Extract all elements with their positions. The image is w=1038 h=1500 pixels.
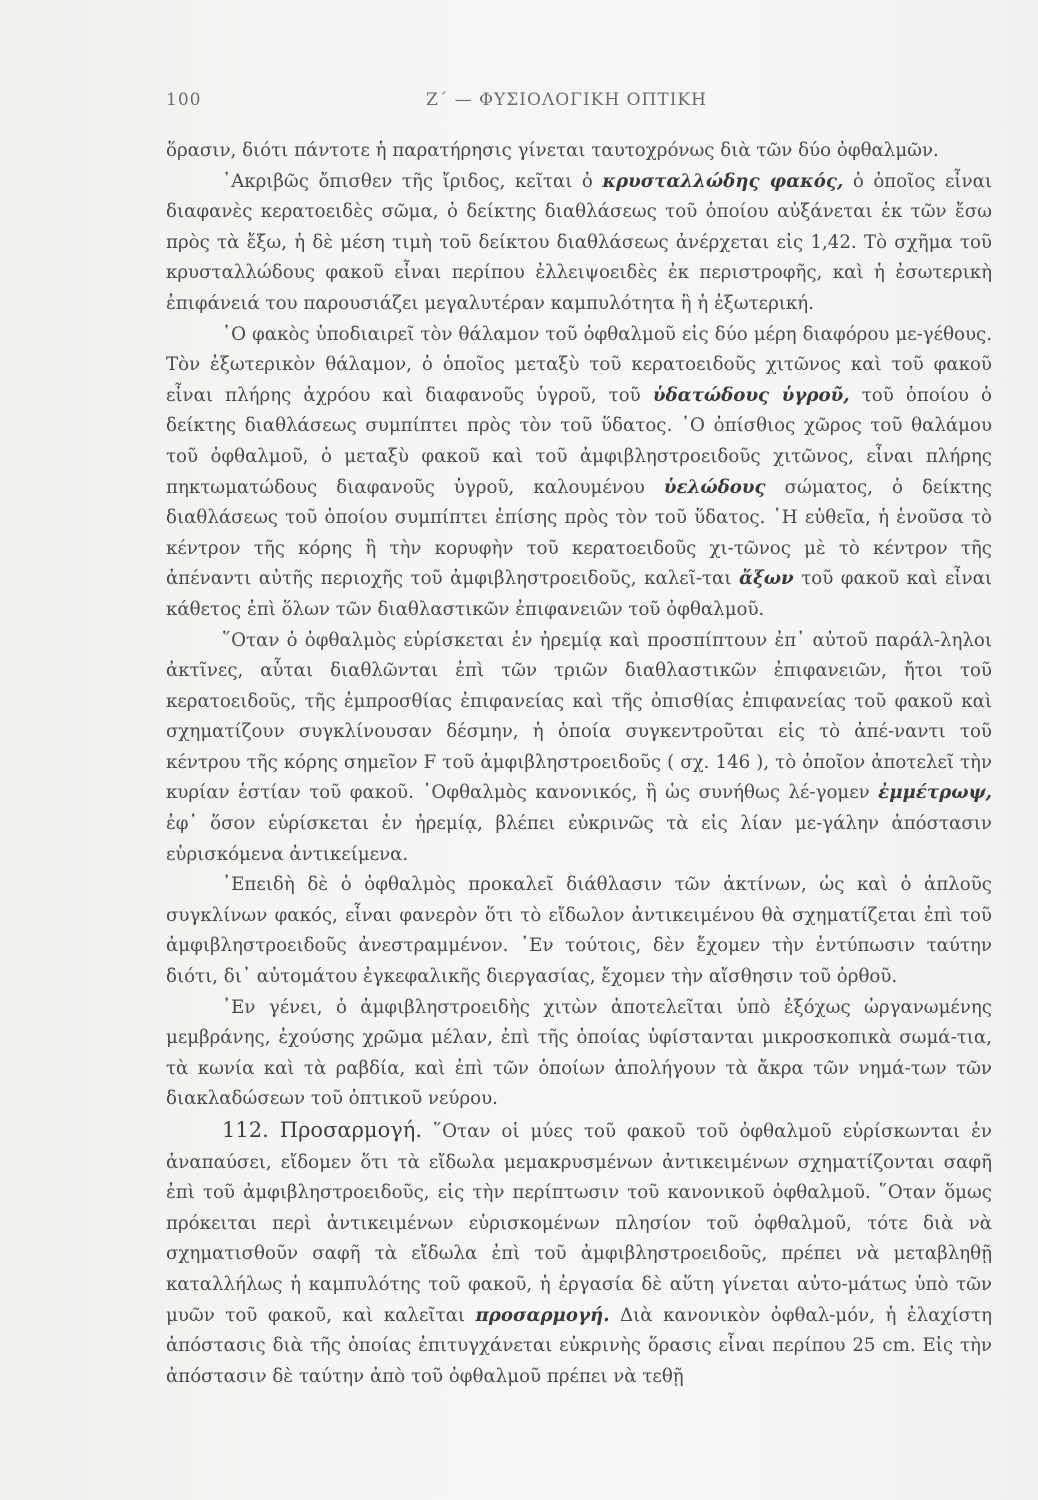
text-run: τοῦ ὁποίου ὁ δείκτης διαθλάσεως συμπίπτει πρὸς τὸν τοῦ ὕδατος. ῾Ο ὀπίσθιος χῶρος τοῦ θαλάμου τοῦ ὀφθαλμοῦ, ὁ μεταξὺ φακοῦ καὶ τοῦ ἀμφιβληστροειδοῦς χιτῶνος, εἶναι πλήρης πηκτωματώδους διαφανοῦς ὑγροῦ, καλουμένου [166, 384, 992, 498]
chapter-title: Ζ΄ — ΦΥΣΙΟΛΟΓΙΚΗ ΟΠΤΙΚΗ [426, 90, 707, 110]
term-vitreous: ὑελώδους [663, 476, 766, 498]
text-run: ῞Οταν ὁ ὀφθαλμὸς εὑρίσκεται ἐν ἠρεμίᾳ καὶ προσπίπτουν ἐπ᾿ αὐτοῦ παράλ-ληλοι ἀκτῖνες, αὗται διαθλῶνται ἐπὶ τῶν τριῶν διαθλαστικῶν ἐπιφανειῶν, ἤτοι τοῦ κερατοειδοῦς, τῆς ἐμπροσθίας ἐπιφανείας καὶ τῆς ὀπισθίας ἐπιφανείας τοῦ φακοῦ καὶ σχηματίζουν συγκλίνουσαν δέσμην, ἡ ὁποία συγκεντροῦται εἰς τὸ ἀπέ-ναντι τοῦ κέντρου τῆς κόρης σημεῖον F τοῦ ἀμφιβληστροειδοῦς ( σχ. 146 ), τὸ ὁποῖον ἀποτελεῖ τὴν κυρίαν ἑστίαν τοῦ φακοῦ. ᾿Οφθαλμὸς κανονικός, ἢ ὡς συνήθως λέ-γομεν [166, 629, 992, 804]
text-run: ᾿Ακριβῶς ὄπισθεν τῆς ἴριδος, κεῖται ὁ [222, 170, 603, 192]
text-run: ῞Οταν οἱ μύες τοῦ φακοῦ τοῦ ὀφθαλμοῦ εὑρίσκωνται ἐν ἀναπαύσει, εἴδομεν ὅτι τὰ εἴδωλα μεμακρυσμένων ἀντικειμένων σχηματίζονται σαφῆ ἐπὶ τοῦ ἀμφιβληστροειδοῦς, εἰς τὴν περίπτωσιν τοῦ κανονικοῦ ὀφθαλμοῦ. ῞Οταν ὅμως πρόκειται περὶ ἀντικειμένων εὑρισκομένων πλησίον τοῦ ὀφθαλμοῦ, τότε διὰ νὰ σχηματισθοῦν σαφῆ τὰ εἴδωλα ἐπὶ τοῦ ἀμφιβληστροειδοῦς, πρέπει νὰ μεταβληθῇ καταλλήλως ἡ καμπυλότης τοῦ φακοῦ, ἡ ἐργασία δὲ αὕτη γίνεται αὐτο-μάτως ὑπὸ τῶν μυῶν τοῦ φακοῦ, καὶ καλεῖται [166, 1121, 992, 1326]
section-number: 112. [222, 1118, 269, 1142]
text-run: τοῦ φακοῦ καὶ εἶναι κάθετος ἐπὶ ὅλων τῶν διαθλαστικῶν ἐπιφανειῶν τοῦ ὀφθαλμοῦ. [166, 568, 992, 620]
body-text [166, 136, 992, 1392]
running-head [166, 88, 996, 116]
paragraph-retina: ᾿Εν γένει, ὁ ἀμφιβληστροειδὴς χιτὼν ἀποτελεῖται ὑπὸ ἐξόχως ὠργανωμένης μεμβράνης, ἐχούσης χρῶμα μέλαν, ἐπὶ τῆς ὁποίας ὑφίστανται μικροσκοπικὰ σωμά-τια, τὰ κωνία καὶ τὰ ραβδία, καὶ ἐπὶ τῶν ὁποίων ἀπολήγουν τὰ ἄκρα τῶν νημά-των τῶν διακλαδώσεων τοῦ ὀπτικοῦ νεύρου. [166, 996, 992, 1110]
text-run: ῾Ο φακὸς ὑποδιαιρεῖ τὸν θάλαμον τοῦ ὀφθαλμοῦ εἰς δύο μέρη διαφόρου με-γέθους. Τὸν ἐξωτερικὸν θάλαμον, ὁ ὁποῖος μεταξὺ τοῦ κερατοειδοῦς χιτῶνος καὶ τοῦ φακοῦ εἶναι πλήρης ἀχρόου καὶ διαφανοῦς ὑγροῦ, τοῦ [166, 323, 992, 406]
section-accommodation [166, 1115, 992, 1392]
paragraph-chambers [166, 320, 992, 626]
term-emmetrope: ἐμμέτρωψ, [878, 782, 992, 804]
term-crystalline-lens: κρυσταλλώδης φακός, [602, 170, 844, 192]
text-run: ὁ ὁποῖος εἶναι διαφανὲς κερατοειδὲς σῶμα, ὁ δείκτης διαθλάσεως τοῦ ὁποίου αὐξάνεται ἐκ τῶν ἔσω πρὸς τὰ ἔξω, ἡ δὲ μέση τιμὴ τοῦ δείκτου διαθλάσεως ἀνέρχεται εἰς 1,42. Τὸ σχῆμα τοῦ κρυσταλλώδους φακοῦ εἶναι περίπου ἐλλειψοειδὲς ἐκ περιστροφῆς, καὶ ἡ ἐσωτερικὴ ἐπιφάνειά του παρουσιάζει μεγαλυτέραν καμπυλότητα ἢ ἡ ἐξωτερική. [166, 170, 993, 314]
text-run: Διὰ κανονικὸν ὀφθαλ-μόν, ἡ ἐλαχίστη ἀπόστασις διὰ τῆς ὁποίας ἐπιτυγχάνεται εὐκρινὴς ὅρασις εἶναι περίπου 25 cm. Εἰς τὴν ἀπόστασιν δὲ ταύτην ἀπὸ τοῦ ὀφθαλμοῦ πρέπει νὰ τεθῇ [166, 1304, 992, 1387]
page-number: 100 [166, 90, 202, 110]
paragraph-lens [166, 167, 992, 320]
paragraph-inverted-image: ᾿Επειδὴ δὲ ὁ ὀφθαλμὸς προκαλεῖ διάθλασιν τῶν ἀκτίνων, ὡς καὶ ὁ ἁπλοῦς συγκλίνων φακός, εἶναι φανερὸν ὅτι τὸ εἴδωλον ἀντικειμένου θὰ σχηματίζεται ἐπὶ τοῦ ἀμφιβληστροειδοῦς ἀνεστραμμένον. ᾿Εν τούτοις, δὲν ἔχομεν τὴν ἐντύπωσιν ταύτην διότι, δι᾿ αὐτομάτου ἐγκεφαλικῆς διεργασίας, ἔχομεν τὴν αἴσθησιν τοῦ ὀρθοῦ. [166, 874, 992, 988]
term-aqueous-humor: ὑδατώδους ὑγροῦ, [652, 384, 850, 406]
section-title: Προσαρμογή. [279, 1118, 423, 1142]
term-axis: ἄξων [738, 568, 794, 590]
text-run: ἐφ᾿ ὅσον εὑρίσκεται ἐν ἠρεμίᾳ, βλέπει εὐκρινῶς τὰ εἰς λίαν με-γάλην ἀπόστασιν εὑρισκόμενα ἀντικείμενα. [166, 813, 992, 865]
term-accommodation: προσαρμογή. [475, 1304, 610, 1326]
paragraph-continued: ὅρασιν, διότι πάντοτε ἡ παρατήρησις γίνεται ταυτοχρόνως διὰ τῶν δύο ὀφθαλμῶν. [166, 140, 939, 161]
text-run: σώματος, ὁ δείκτης διαθλάσεως τοῦ ὁποίου συμπίπτει ἐπίσης πρὸς τὸν τοῦ ὕδατος. ῾Η εὐθεῖα, ἡ ἑνοῦσα τὸ κέντρον τῆς κόρης ἢ τὴν κορυφὴν τοῦ κερατοειδοῦς χι-τῶνος μὲ τὸ κέντρον τῆς ἀπέναντι αὐτῆς περιοχῆς τοῦ ἀμφιβληστροειδοῦς, καλεῖ-ται [166, 476, 992, 590]
paragraph-emmetropia [166, 626, 992, 871]
